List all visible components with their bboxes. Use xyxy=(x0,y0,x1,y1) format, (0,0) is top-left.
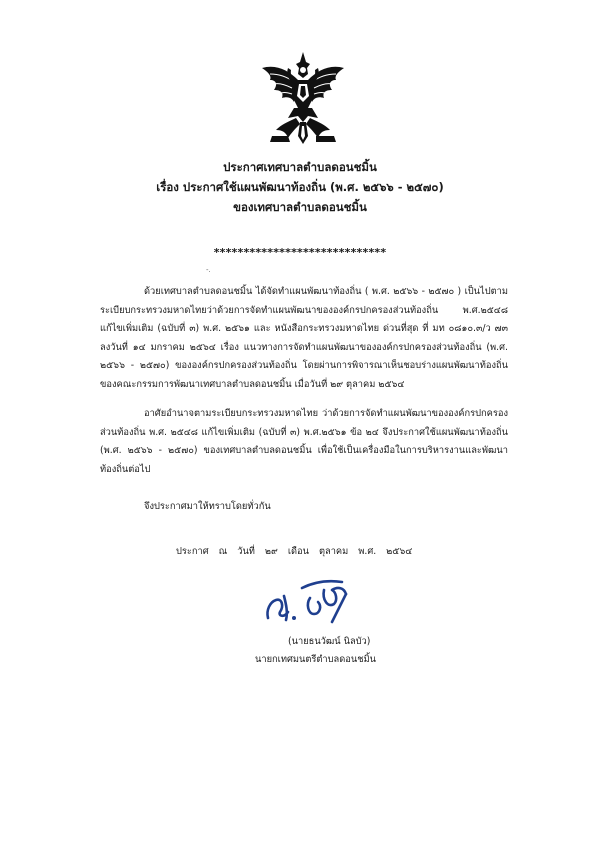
announcement-subject: เรื่อง ประกาศใช้แผนพัฒนาท้องถิ่น (พ.ศ. ๒๕๖๖ - ๒๕๗๐) xyxy=(156,180,444,194)
announcement-date-line xyxy=(176,543,419,561)
day-value: ๒๙ xyxy=(264,546,278,557)
garuda-emblem-icon xyxy=(258,50,348,150)
announcement-heading: ประกาศเทศบาลตำบลดอนชมิ้น xyxy=(223,160,377,174)
year-value: ๒๕๖๔ xyxy=(386,546,413,557)
stray-mark: -. xyxy=(206,266,211,274)
month-value: ตุลาคม xyxy=(318,546,349,557)
separator-stars: ***************************** xyxy=(213,246,387,259)
signer-name: (นายธนวัฒน์ นิลบัว) xyxy=(288,636,371,647)
body-paragraph-2: อาศัยอำนาจตามระเบียบกระทรวงมหาดไทย ว่าด้วยการจัดทำแผนพัฒนาขององค์กรปกครองส่วนท้องถิ่น พ.ศ. ๒๕๔๘ แก้ไขเพิ่มเติม (ฉบับที่ ๓) พ.ศ.๒๕๖๑ ข้อ ๒๔ จึงประกาศใช้แผนพัฒนาท้องถิ่น (พ.ศ. ๒๕๖๖ - ๒๕๗๐) ของเทศบาลตำบลดอนชมิ้น เพื่อใช้เป็นเครื่องมือในการบริหารงานและพัฒนาท้องถิ่นต่อไป xyxy=(100,408,508,475)
body-paragraph-1: ด้วยเทศบาลตำบลดอนชมิ้น ได้จัดทำแผนพัฒนาท้องถิ่น ( พ.ศ. ๒๕๖๖ - ๒๕๗๐ ) เป็นไปตามระเบียบกระทรวงมหาดไทยว่าด้วยการจัดทำแผนพัฒนาขององค์กรปกครองส่วนท้องถิ่น พ.ศ.๒๕๔๘ แก้ไขเพิ่มเติม (ฉบับที่ ๓) พ.ศ. ๒๕๖๑ และ หนังสือกระทรวงมหาดไทย ด่วนที่สุด ที่ มท ๐๘๑๐.๓/ว ๗๓ ลงวันที่ ๑๔ มกราคม ๒๕๖๔ เรื่อง แนวทางการจัดทำแผนพัฒนาขององค์กรปกครองส่วนท้องถิ่น (พ.ศ. ๒๕๖๖ - ๒๕๗๐) ขององค์กรปกครองส่วนท้องถิ่น โดยผ่านการพิจารณาเห็นชอบร่างแผนพัฒนาท้องถิ่นของคณะกรรมการพัฒนาเทศบาลตำบลดอนชมิ้น เมื่อวันที่ ๒๙ ตุลาคม ๒๕๖๔ xyxy=(100,286,508,390)
announce-prefix: ประกาศ xyxy=(176,546,209,557)
month-label: เดือน xyxy=(287,546,309,557)
announcement-issuer: ของเทศบาลตำบลดอนชมิ้น xyxy=(233,200,367,214)
closing-line: จึงประกาศมาให้ทราบโดยทั่วกัน xyxy=(144,501,271,512)
day-label: วันที่ xyxy=(237,546,255,557)
handwritten-signature-icon xyxy=(262,568,362,626)
year-label: พ.ศ. xyxy=(358,546,377,557)
signer-title: นายกเทศมนตรีตำบลดอนชมิ้น xyxy=(255,654,377,665)
announce-at: ณ xyxy=(218,546,228,557)
title-block xyxy=(0,157,600,217)
